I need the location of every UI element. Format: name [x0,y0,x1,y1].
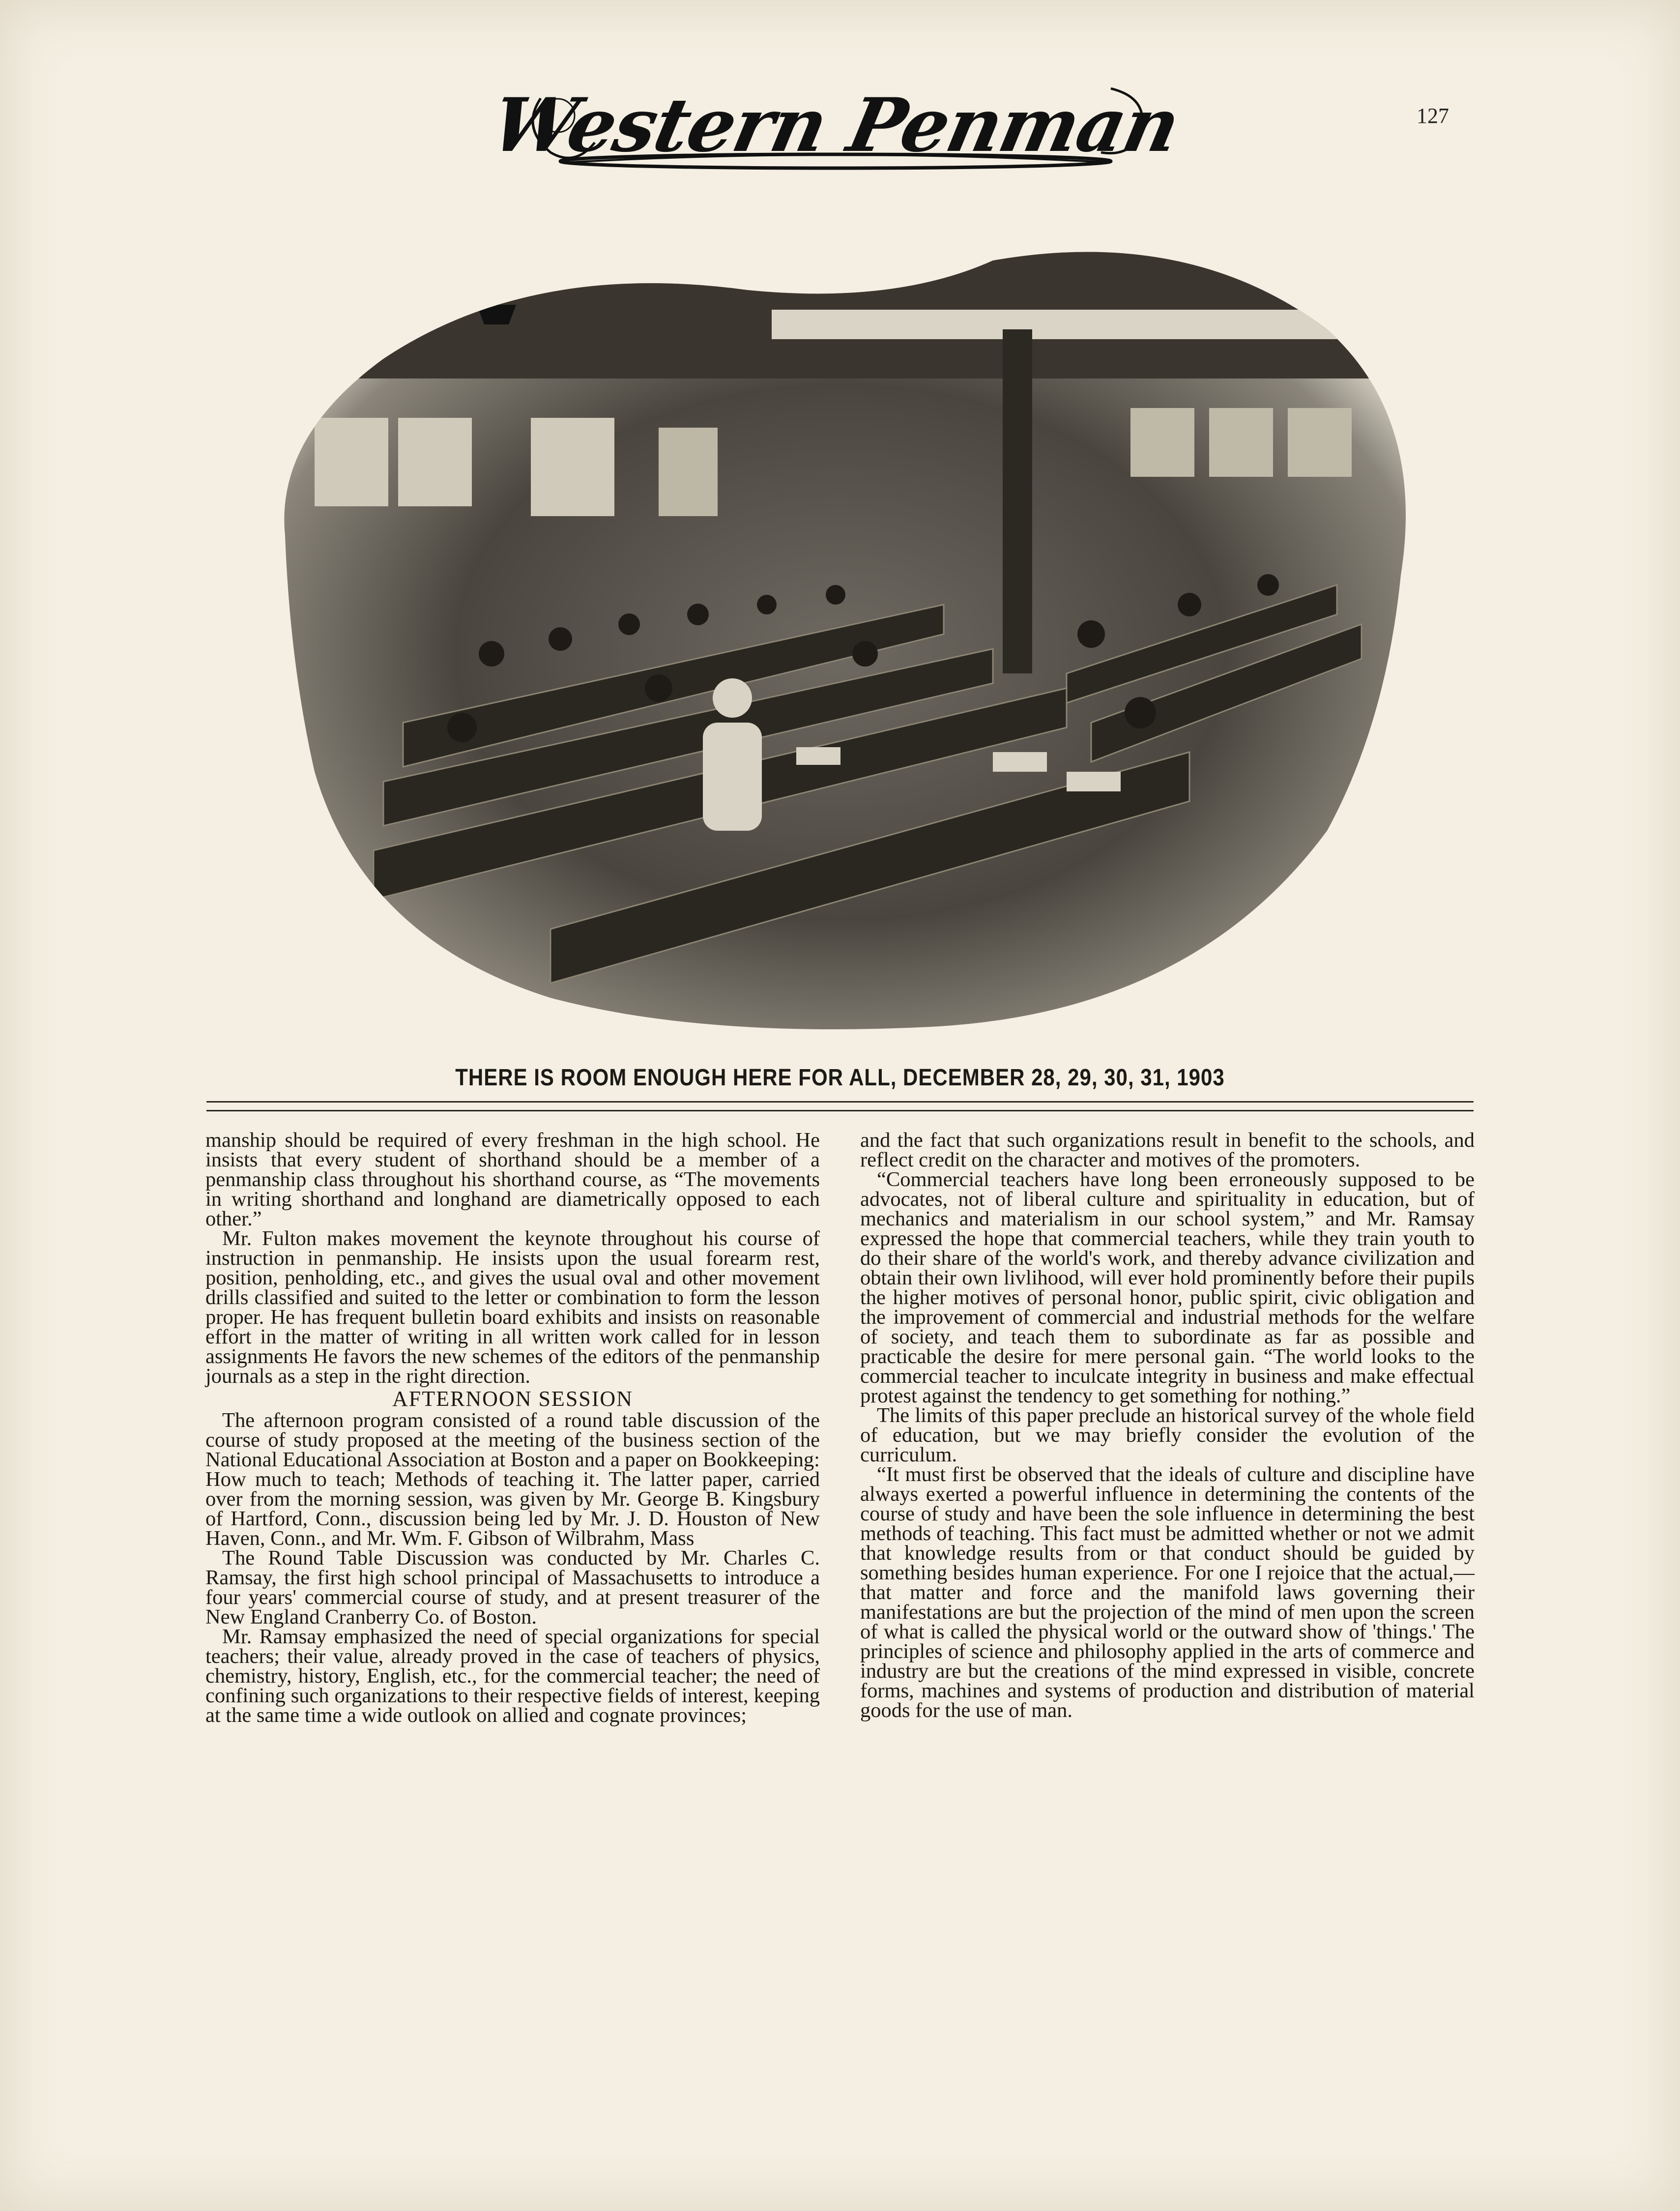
left-column [205,1131,820,2055]
paragraph: Mr. Fulton makes movement the keynote throughout his course of instruction in penmanship. He insists upon the usual forearm rest, position, penholding, etc., and gives the usual oval and other movement drills classified and suited to the letter or combination to form the lesson proper. He has frequent bulletin board exhibits and insists on reasonable effort in the matter of writing in all written work called for in lesson assignments He favors the new schemes of the editors of the penmanship journals as a step in the right direction. [205,1227,820,1388]
right-column [860,1131,1475,2055]
paragraph: “It must first be observed that the ideals of culture and discipline have always exerted a powerful influence in determining the contents of the course of study and have been the sole influence in determining the best methods of teaching. This fact must be admitted whether or not we admit that knowledge results from or that conduct should be guided by something besides human experience. For one I rejoice that the actual,—that matter and force and the manifold laws governing their manifestations are but the projection of the mind of men upon the screen of what is called the physical world or the outward show of 'things.' The principles of science and philosophy applied in the arts of commerce and industry are but the creations of the mind expressed in visible, concrete forms, machines and systems of production and distribution of material goods for the use of man. [860,1463,1475,1722]
divider-rule [206,1110,1474,1111]
paragraph: The limits of this paper preclude an historical survey of the whole field of education, but we may briefly consider the evolution of the curriculum. [860,1404,1475,1466]
paragraph: Mr. Ramsay emphasized the need of special organizations for special teachers; their value, already proved in the case of teachers of physics, chemistry, history, English, etc., for the commercial teacher; the need of confining such organizations to their respective fields of interest, keeping at the same time a wide outlook on allied and cognate provinces; [205,1625,820,1727]
divider-rule [206,1101,1474,1103]
masthead-title: Western Penman [484,82,1187,169]
masthead [472,69,1199,182]
section-heading: AFTERNOON SESSION [392,1387,633,1411]
paragraph: The afternoon program consisted of a round table discussion of the course of study proposed at the meeting of the business section of the National Educational Association at Boston and a paper on Bookkeeping: How much to teach; Methods of teaching it. The latter paper, carried over from the morning session, was given by Mr. George B. Kingsbury of Hartford, Conn., discussion being led by Mr. J. D. Houston of New Haven, Conn., and Mr. Wm. F. Gibson of Wilbrahm, Mass [205,1409,820,1550]
photo-caption: THERE IS ROOM ENOUGH HERE FOR ALL, DECEMBER 28, 29, 30, 31, 1903 [455,1064,1225,1091]
paragraph: and the fact that such organizations result in benefit to the schools, and reflect credit on the character and motives of the promoters. [860,1129,1475,1171]
classroom-photograph [256,231,1425,1042]
page-number: 127 [1417,104,1449,128]
paragraph: manship should be required of every freshman in the high school. He insists that every student of shorthand should be a member of a penmanship class throughout his shorthand course, as “The movements in writing shorthand and longhand are diametrically opposed to each other.” [205,1129,820,1230]
paragraph: “Commercial teachers have long been erroneously supposed to be advocates, not of liberal culture and spirituality in education, but of mechanics and materialism in our school system,” and Mr. Ramsay expressed the hope that commercial teachers, while they train youth to do their share of the world's work, and thereby advance civilization and obtain their own livlihood, will ever hold prominently before their pupils the higher motives of personal honor, public spirit, civic obligation and the improvement of commercial and industrial methods for the welfare of society, and teach them to subordinate as far as possible and practicable the desire for mere personal gain. “The world looks to the commercial teacher to inculcate integrity in business and make effectual protest against the tendency to get something for nothing.” [860,1168,1475,1407]
paragraph: The Round Table Discussion was conducted by Mr. Charles C. Ramsay, the first high school principal of Massachusetts to introduce a four years' commercial course of study, and at present treasurer of the New England Cranberry Co. of Boston. [205,1546,820,1629]
article-body [205,1131,1475,2055]
